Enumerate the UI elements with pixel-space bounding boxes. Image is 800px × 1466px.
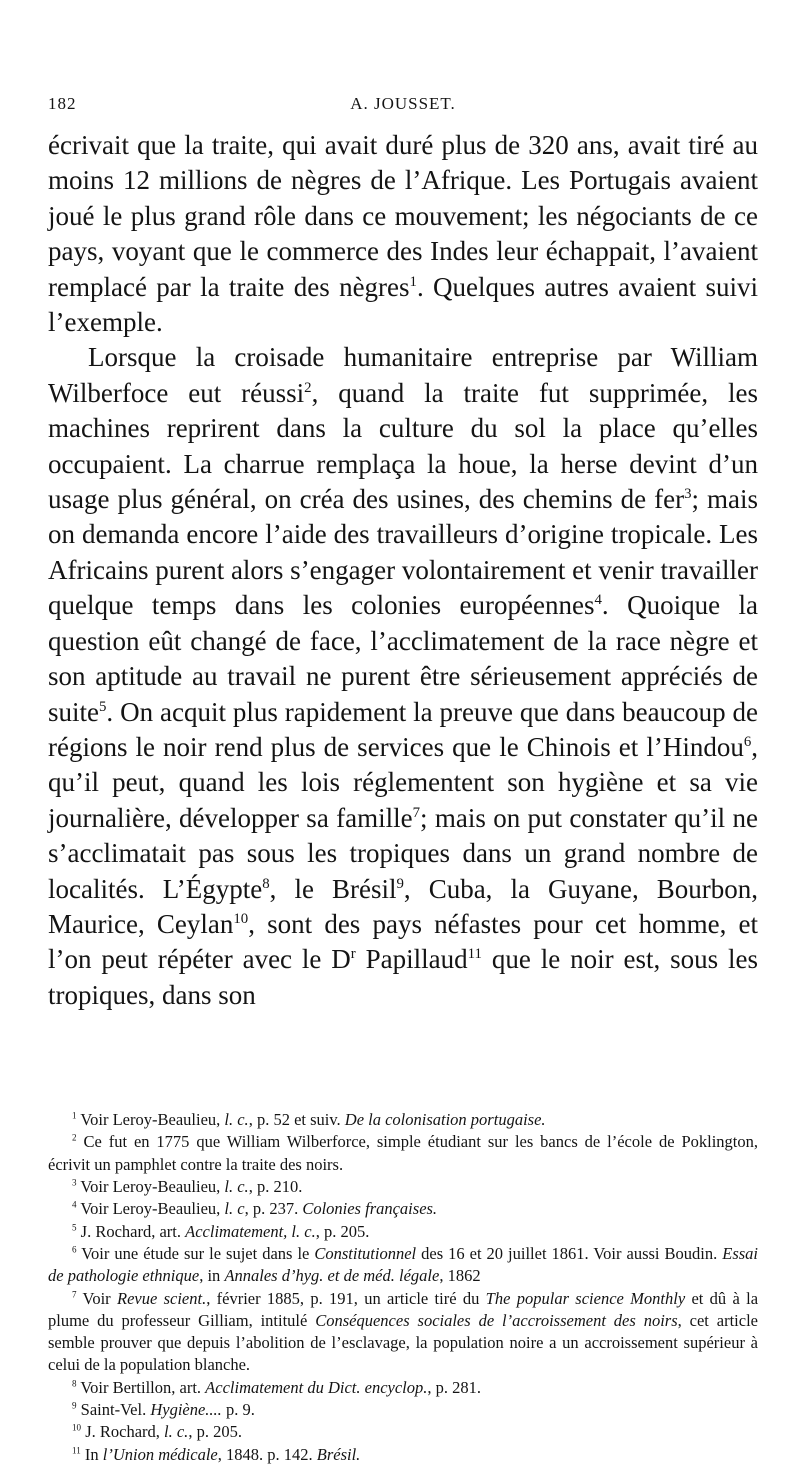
footnote-reference: 3	[684, 486, 692, 503]
footnote-text: Voir	[82, 1288, 117, 1308]
footnote-reference: 8	[262, 875, 270, 892]
footnote-text: Ce fut en 1775 que William Wilberforce, simple étudiant sur les bancs de l’école de Poklington, écrivit un pamphlet contre la traite des noirs.	[48, 1132, 758, 1174]
footnote-text: Saint-Vel.	[80, 1400, 151, 1420]
footnote-italic-text: l. c.	[224, 1177, 249, 1197]
footnote-italic-text: Revue scient.	[116, 1288, 207, 1308]
footnote-text: Voir Leroy-Beaulieu,	[80, 1110, 225, 1130]
footnote-number: 4	[72, 1199, 77, 1210]
footnote-text: , p. 237.	[244, 1199, 303, 1219]
book-page	[48, 88, 758, 1466]
page-number: 182	[48, 94, 77, 113]
footnote	[48, 1131, 758, 1176]
footnote	[48, 1109, 758, 1131]
footnote-text: J. Rochard,	[85, 1422, 165, 1442]
footnote-reference: 6	[743, 733, 752, 750]
body-text-run: , sont des pays néfastes pour cet homme, et l’on peut répéter avec le D	[48, 908, 758, 975]
footnote-italic-text: Annales d’hyg. et de méd. légale	[224, 1266, 440, 1286]
footnote-text: , 1848. p. 142.	[217, 1444, 317, 1464]
body-text-run: Papillaud	[355, 944, 468, 975]
footnote	[48, 1444, 758, 1466]
footnote-text: , p. 205.	[315, 1221, 370, 1241]
footnote-italic-text: Essai de pathologie ethnique	[48, 1243, 759, 1286]
footnote-text: J. Rochard, art.	[80, 1221, 186, 1241]
footnote	[48, 1421, 758, 1443]
body-text-run: ; mais on put constater qu’il ne s’acclimatait pas sous les tropiques dans un grand nombre de localités. L’Égypte	[48, 802, 758, 904]
running-title: A. JOUSSET.	[350, 94, 456, 113]
body-text-run: , Cuba, la Guyane, Bourbon, Maurice, Ceylan	[48, 873, 759, 939]
footnote-number: 10	[72, 1422, 82, 1433]
footnote-number: 11	[72, 1445, 81, 1456]
footnote-number: 6	[72, 1244, 77, 1255]
body-text-run: , qu’il peut, quand les lois réglementent son hygiène et sa vie journalière, développer sa famille	[48, 731, 758, 833]
footnote-number: 3	[72, 1177, 77, 1188]
footnote-italic-text: l. c.	[164, 1422, 189, 1442]
body-text-run: . Quoique la question eût changé de face, l’acclimatement de la race nègre et son aptitude au travail ne purent être sérieusement appréciés de suite	[48, 590, 758, 727]
body-text	[48, 128, 758, 1013]
footnote-italic-text: Acclimatement du Dict. encyclop.	[205, 1377, 428, 1397]
footnote-number: 2	[72, 1132, 77, 1143]
footnote-number: 1	[72, 1110, 77, 1121]
footnote-reference: 2	[304, 379, 312, 396]
footnote-text: , p. 210.	[248, 1177, 303, 1197]
footnote	[48, 1399, 758, 1421]
footnote-text: des 16 et 20 juillet 1861. Voir aussi Boudin.	[416, 1243, 723, 1263]
footnote-reference: 11	[467, 946, 482, 963]
footnote-number: 8	[72, 1378, 77, 1389]
footnote-text: In	[84, 1444, 103, 1464]
body-text-run: . Quelques autres avaient suivi l’exemple.	[48, 271, 758, 338]
footnote-text: , p. 205.	[188, 1422, 242, 1442]
footnote-text: , cet article semble prouver que depuis l’abolition de l’esclavage, la population noire a un accroissement supérieur à celui de la population blanche.	[48, 1310, 758, 1375]
footnote-reference: 1	[409, 273, 417, 290]
body-text-run: ; mais on demanda encore l’aide des travailleurs d’origine tropicale. Les Africains purent alors s’engager volontairement et venir travailler quelque temps dans les colonies européennes	[48, 484, 758, 621]
footnote-italic-text: l’Union médicale	[102, 1444, 218, 1464]
footnote-text: et dû à la plume du professeur Gilliam, intitulé	[48, 1288, 759, 1330]
footnote-text: Voir Bertillon, art.	[80, 1377, 206, 1397]
running-header	[48, 88, 758, 122]
footnote-text: Voir Leroy-Beaulieu,	[80, 1199, 225, 1219]
footnote-text: , p. 281.	[427, 1377, 481, 1397]
footnote-italic-text: Acclimatement, l. c.	[185, 1221, 316, 1241]
footnote-italic-text: l. c	[224, 1199, 245, 1219]
footnote-italic-text: l. c.	[224, 1110, 249, 1130]
footnote	[48, 1198, 758, 1220]
body-text-run: . On acquit plus rapidement la preuve que dans beaucoup de régions le noir rend plus de services que le Chinois et l’Hindou	[48, 696, 758, 762]
footnote-reference: 10	[233, 910, 249, 927]
footnote	[48, 1176, 758, 1198]
footnote	[48, 1221, 758, 1243]
footnote-text: Voir Leroy-Beaulieu,	[80, 1177, 225, 1197]
footnote-number: 9	[72, 1400, 77, 1411]
footnote-reference: 4	[594, 592, 602, 609]
footnote-reference: 5	[99, 698, 107, 715]
footnote-number: 7	[72, 1289, 77, 1300]
footnote	[48, 1243, 758, 1288]
footnote-reference: 7	[412, 804, 421, 821]
footnote-text: , p. 52 et suiv.	[248, 1110, 345, 1130]
footnote-italic-text: Colonies françaises.	[302, 1199, 438, 1219]
footnote-reference: r	[350, 946, 356, 963]
body-paragraph	[48, 128, 758, 340]
footnote-number: 5	[72, 1222, 77, 1233]
body-text-run: , le Brésil	[269, 873, 397, 904]
footnote-reference: 9	[396, 875, 404, 892]
footnotes	[48, 1109, 758, 1466]
footnote-text: , février 1885, p. 191, un article tiré du	[206, 1288, 486, 1308]
footnote	[48, 1377, 758, 1399]
footnote-italic-text: Hygiène....	[150, 1400, 222, 1420]
body-text-run: que le noir est, sous les tropiques, dans son	[48, 944, 758, 1010]
body-text-run: , quand la traite fut supprimée, les machines reprirent dans la culture du sol la place qu’elles occupaient. La charrue remplaça la houe, la herse devint d’un usage plus général, on créa des usines, des chemins de fer	[48, 377, 758, 515]
body-text-run: écrivait que la traite, qui avait duré plus de 320 ans, avait tiré au moins 12 millions de nègres de l’Afrique. Les Portugais avaient joué le plus grand rôle dans ce mouvement; les négociants de ce pays, voyant que le commerce des Indes leur échappait, l’avaient remplacé par la traite des nègres	[48, 130, 758, 302]
footnote-text: Voir une étude sur le sujet dans le	[81, 1243, 315, 1263]
footnote-italic-text: Brésil.	[316, 1444, 361, 1464]
footnote-text: , 1862	[439, 1266, 481, 1286]
footnote-text: , in	[199, 1266, 225, 1286]
footnote-italic-text: De la colonisation portugaise.	[344, 1110, 546, 1130]
body-text-run: Lorsque la croisade humanitaire entreprise par William Wilberfoce eut réussi	[48, 342, 758, 408]
footnote-italic-text: Constitutionnel	[314, 1243, 417, 1263]
footnote-italic-text: The popular science Monthly	[485, 1288, 686, 1308]
footnote-text: p. 9.	[221, 1400, 255, 1420]
footnote	[48, 1288, 758, 1377]
footnote-italic-text: Conséquences sociales de l’accroissement des noirs	[315, 1310, 678, 1330]
body-paragraph	[48, 340, 758, 1013]
